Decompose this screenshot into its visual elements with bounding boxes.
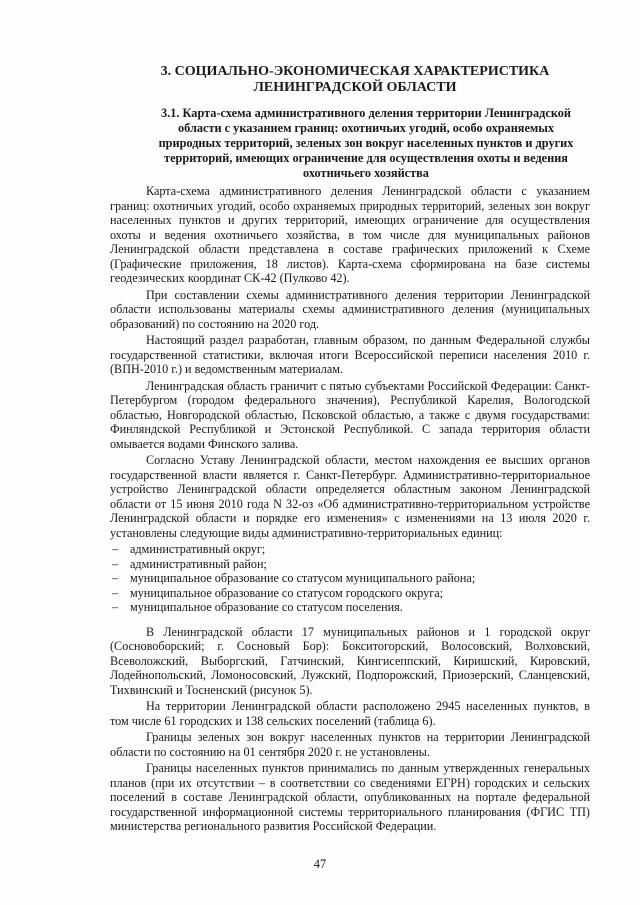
list-item-text: административный район; [130, 556, 267, 571]
paragraph: На территории Ленинградской области расположено 2945 населенных пунктов, в том числе 61 городских и 138 сельских поселений (таблица 6). [110, 699, 590, 728]
list-item [110, 571, 590, 586]
paragraph: В Ленинградской области 17 муниципальных районов и 1 городской округ (Сосновоборский; г. Сосновый Бор): Бокситогорский, Волосовский, Волховский, Всеволожский, Выборгский, Гатчинский, Кингисеппский, Киришский, Кировский, Лодейнопольский, Ломоносовский, Лужский, Подпорожский, Приозерский, Сланцевский, Тихвинский и Тосненский (рисунок 5). [110, 624, 590, 697]
section-heading-line-2: ЛЕНИНГРАДСКОЙ ОБЛАСТИ [253, 80, 457, 95]
paragraph: Границы населенных пунктов принимались по данным утвержденных генеральных планов (при их отсутствии – в соответствии со сведениями ЕГРН) городских и сельских поселений в составе Ленинградской области, опубликованных на портале федеральной государственной информационной системы территориального планирования (ФГИС ТП) министерства регионального развития Российской Федерации. [110, 761, 590, 833]
paragraph: Границы зеленых зон вокруг населенных пунктов на территории Ленинградской области по состоянию на 01 сентября 2020 г. не установлены. [110, 730, 590, 759]
dash-bullet: – [112, 556, 119, 571]
paragraph: Ленинградская область граничит с пятью субъектами Российской Федерации: Санкт-Петербургом (городом федерального значения), Республикой Карелия, Вологодской областью, Новгородской областью, Псковской областью, а также с двумя государствами: Финляндской Республикой и Эстонской Республикой. С запада территория области омывается водами Финского залива. [110, 378, 590, 451]
list-item [110, 542, 590, 557]
admin-unit-list [110, 542, 590, 615]
dash-bullet: – [112, 542, 119, 556]
section-heading-line-1: 3. СОЦИАЛЬНО-ЭКОНОМИЧЕСКАЯ ХАРАКТЕРИСТИКА [160, 64, 550, 79]
body-text [110, 184, 590, 836]
dash-bullet: – [112, 585, 119, 600]
list-item [110, 600, 590, 615]
dash-bullet: – [112, 571, 119, 585]
dash-bullet: – [112, 600, 119, 614]
subsection-heading: 3.1. Карта-схема административного деления территории Ленинградской области с указанием границ: охотничьих угодий, особо охраняемых природных территорий, зеленых зон вокруг населенных пунктов и других территорий, имеющих ограничение для осуществления охоты и ведения охотничьего хозяйства [158, 106, 574, 180]
list-item-text: административный округ; [130, 542, 266, 556]
list-item-text: муниципальное образование со статусом поселения. [130, 600, 403, 614]
page-number: 47 [313, 857, 327, 871]
section-heading [140, 64, 570, 96]
list-item [110, 586, 590, 601]
list-item [110, 557, 590, 572]
paragraph: Настоящий раздел разработан, главным образом, по данным Федеральной службы государственной статистики, включая итоги Всероссийской переписи населения 2010 г. (ВПН-2010 г.) и ведомственным материалам. [110, 333, 590, 376]
list-item-text: муниципальное образование со статусом городского округа; [130, 585, 444, 600]
paragraph: При составлении схемы административного деления территории Ленинградской области использованы материалы схемы административного деления (муниципальных образований) по состоянию на 2020 год. [110, 287, 590, 331]
paragraph: Согласно Уставу Ленинградской области, местом нахождения ее высших органов государственной власти является г. Санкт-Петербург. Административно-территориальное устройство Ленинградской области определяется областным законом Ленинградской области от 15 июня 2010 года N 32-оз «Об административно-территориальном устройстве Ленинградской области и порядке его изменения» с изменениями на 13 июля 2020 г. установлены следующие виды административно-территориальных единиц: [110, 453, 590, 540]
paragraph: Карта-схема административного деления Ленинградской области с указанием границ: охотничьих угодий, особо охраняемых природных территорий, зеленых зон вокруг населенных пунктов и других территорий, имеющих ограничение для осуществления охоты и ведения охотничьего хозяйства, в том числе для муниципальных районов Ленинградской области представлена в составе графических приложений к Схеме (Графические приложения, 18 листов). Карта-схема сформирована на базе системы геодезических координат СК-42 (Пулково 42). [110, 184, 590, 285]
list-item-text: муниципальное образование со статусом муниципального района; [130, 571, 476, 585]
